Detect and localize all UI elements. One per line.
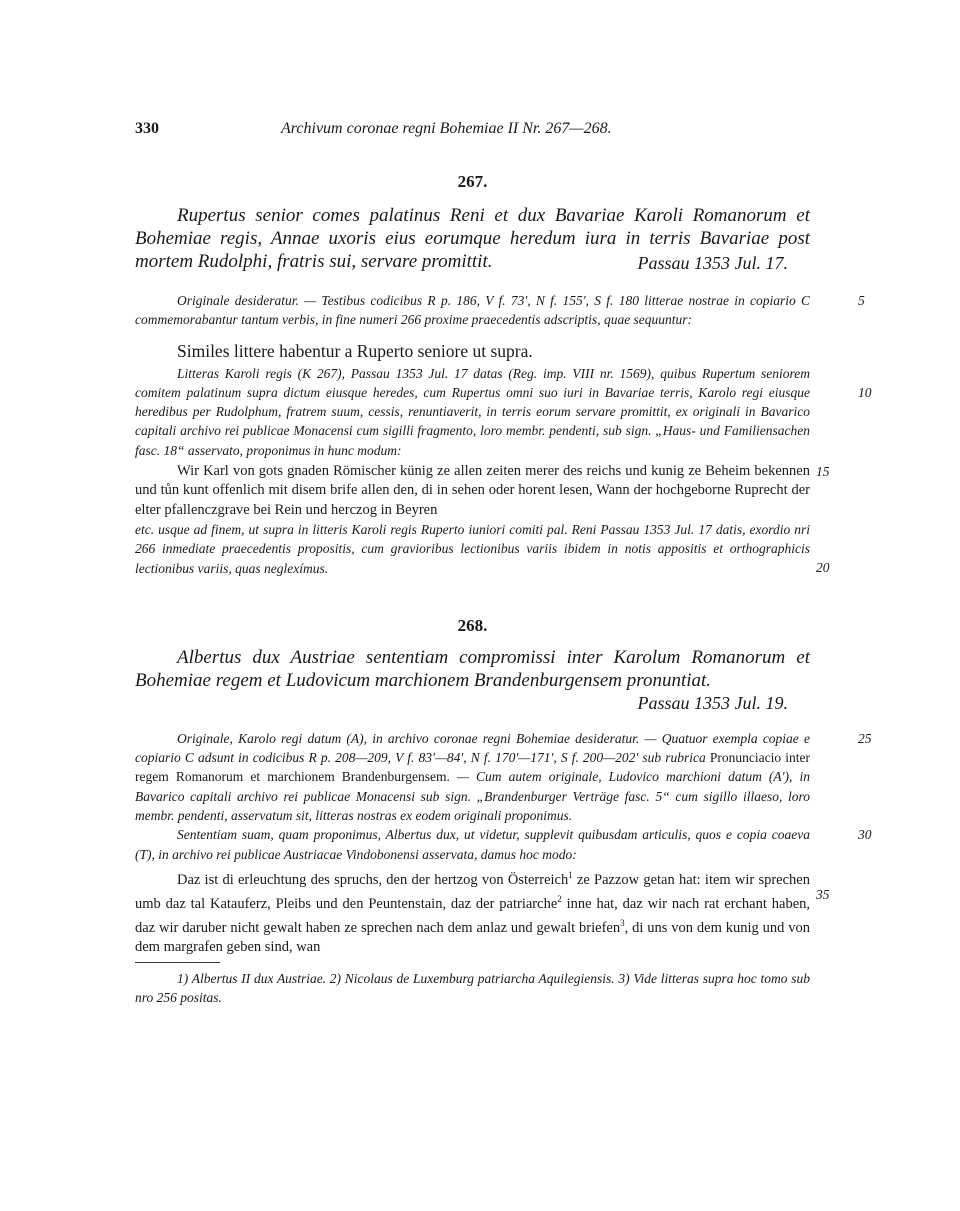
line-number-30: 30 — [858, 826, 872, 842]
notes-267-source-text: Originale desideratur. — Testibus codicibus R p. 186, V f. 73', N f. 155', S f. 180 litterae nostrae in copiario C commemorabantur tantum verbis, in fine numeri 266 proxime praecedentis adscriptis, quae sequuntur: — [135, 293, 810, 328]
notes-268-rubric: Pronunciacio inter regem Romanorum et marchionem Brandenburgensem. — [135, 750, 810, 785]
line-number-35: 35 — [816, 886, 830, 902]
text-267 — [135, 462, 830, 578]
footnote-mark-3: 3 — [620, 918, 625, 929]
text-268 — [135, 866, 830, 958]
text-267-latin: etc. usque ad finem, ut supra in litteris Karoli regis Ruperto iuniori comiti pal. Reni Passau 1353 Jul. 17 datis, exordio nri 266 inmediate praecedentis propositis, cum gravioribus lectionibus variis ibidem in notis appositis et orthographicis lectionibus variis, quas neglexímus. — [135, 521, 810, 576]
text-268-part4: , di uns von dem kunig und von dem margrafen geben sind, wan — [135, 920, 810, 956]
footnotes: 1) Albertus II dux Austriae. 2) Nicolaus de Luxemburg patriarcha Aquilegiensis. 3) Vide litteras supra hoc tomo sub nro 256 positas. — [135, 970, 810, 1006]
notes-268-source-a: Originale, Karolo regi datum (A), in archivo coronae regni Bohemiae desideratur. — Quatuor exempla copiae e copiario C adsunt in codicibus R p. 208—209, V f. 83'—84', N f. 170'—171', S f. 200—202' sub rubrica — [135, 730, 810, 766]
notes-268-edition: Sententiam suam, quam proponimus, Albertus dux, ut videtur, supplevit quibusdam articulis, quos e copia coaeva (T), in archivo rei publicae Austriacae Vindobonensi asservata, damus hoc modo: — [135, 827, 810, 862]
footnote-rule — [135, 962, 220, 963]
text-268-part2: ze Pazzow getan hat: item wir sprechen umb daz tal Katauferz, Pleibs und den Peuntenstain, daz der patriarche — [135, 871, 810, 912]
document-number-268: 268. — [457, 615, 488, 635]
line-number-15: 15 — [816, 464, 830, 480]
datum-268: Passau 1353 Jul. 19. — [637, 692, 788, 713]
document-number-267: 267. — [457, 172, 488, 191]
line-number-25: 25 — [858, 730, 872, 746]
regest-267-text: Rupertus senior comes palatinus Reni et dux Bavariae Karoli Romanorum et Bohemiae regis, Annae uxoris eius eorumque heredum iura in terris Bavariae post mortem Rudolphi, fratris sui, servare promittit. — [135, 205, 810, 272]
text-267-german: Wir Karl von gots gnaden Römischer künig ze allen zeiten merer des reichs und kunig ze Beheim bekennen und tůn kunt offenlich mit disem brife allen den, di in sehen oder horent lesen, Wann der hochgeborne Ruprecht der elter pfallenczgrave bei Rein und herczog in Beyren — [135, 463, 810, 518]
regest-268: Albertus dux Austriae sententiam compromissi inter Karolum Romanorum et Bohemiae regem et Ludovicum marchionem Brandenburgensem pronuntiat. — [135, 646, 810, 691]
notes-267-source — [135, 291, 865, 330]
notes-268-source-b: — Cum autem originale, Ludovico marchioni datum (A'), in Bavarico capitali archivo rei publicae Monacensi sub sign. „Brandenburger Verträge fasc. 5“ cum sigillo illaeso, loro membr. pendenti, asservatum sit, litteras nostras ex eodem originali proponimus. — [135, 769, 810, 824]
page — [135, 120, 872, 1008]
notes-267-edition-text: Litteras Karoli regis (K 267), Passau 1353 Jul. 17 datas (Reg. imp. VIII nr. 1569), quibus Rupertum seniorem comitem palatinum supra dictum eiusque heredes, cum Rupertus omni suo iuri in Bavariae terris, Karolo regi eiusque heredibus per Rudolphum, fratrem suum, cessis, renuntiaverit, in terris eorum servare promittit, ex originali in Bavarico capitali archivo rei publicae Monacensi cum sigilli fragmento, loro membr. pendenti, sub sign. „Haus- und Familiensachen fasc. 18“ asservato, proponimus in hunc modum: — [135, 365, 810, 458]
notes-267-edition — [135, 364, 872, 460]
page-number: 330 — [135, 120, 159, 137]
datum-267: Passau 1353 Jul. 17. — [637, 253, 788, 273]
text-268-part1: Daz ist di erleuchtung des spruchs, den der hertzog von Österreich — [177, 871, 569, 888]
line-number-20: 20 — [816, 560, 830, 576]
text-268-part3: inne hat, daz wir nach rat erchant haben, daz wir daruber nicht gewalt haben ze sprechen nach dem anlaz und gewalt briefen — [135, 895, 811, 937]
line-number-10: 10 — [858, 384, 872, 400]
running-head — [135, 120, 810, 142]
line-number-5: 5 — [858, 293, 865, 308]
similes-line: Similes littere habentur a Ruperto seniore ut supra. — [177, 340, 533, 361]
regest-267 — [135, 204, 810, 273]
running-title: Archivum coronae regni Bohemiae II Nr. 267—268. — [281, 120, 612, 137]
footnote-mark-1: 1 — [568, 869, 573, 880]
footnote-mark-2: 2 — [557, 894, 562, 905]
notes-268-source — [135, 729, 872, 842]
